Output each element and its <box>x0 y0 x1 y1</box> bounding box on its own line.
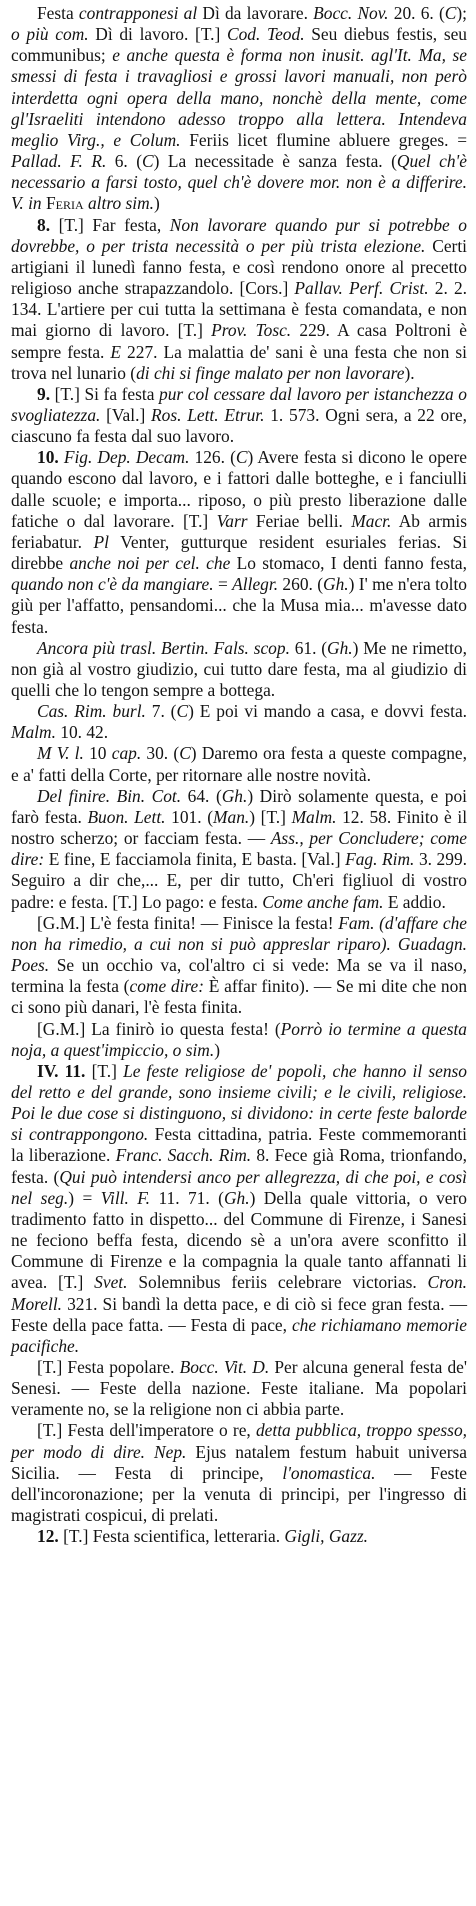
italic-text: Man. <box>213 806 250 827</box>
italic-text: Pallav. Perf. Crist. <box>294 278 429 299</box>
text-run: 227. La malattia de' sani è una festa che non si trova nel lunario ( <box>11 341 467 383</box>
text-run: Lo stomaco, I denti fanno festa, <box>230 553 467 574</box>
text-run: Seu diebus festis, seu communibus; <box>11 24 468 66</box>
text-run: 321. Si bandì la detta pace, e di ciò si fece gran festa. — Feste della pace fatta. — Festa di pace, <box>11 1293 467 1335</box>
text-run: [T.] <box>85 1060 124 1081</box>
text-run: 8. Fece già Roma, trionfando, festa. ( <box>11 1145 467 1187</box>
italic-text: Buon. Lett. <box>87 806 166 827</box>
entry-paragraph <box>11 913 467 1019</box>
text-run: 126. ( <box>189 447 236 468</box>
text-run: ) = <box>68 1187 101 1208</box>
italic-text: Franc. Sacch. Rim. <box>115 1145 252 1166</box>
italic-text: Fam. (d'affare che non ha rimedio, a cui non si può appreslar riparo). Guadagn. Poes. <box>11 912 467 976</box>
text-run: Venter, gutturque resident esuriales ferias. Si direbbe <box>11 531 468 574</box>
italic-text: Del finire. Bin. Cot. <box>37 785 182 806</box>
entry-paragraph <box>11 215 467 384</box>
text-run: ) Della quale vittoria, o vero tradimento fatto in dispetto... del Commune di Firenze, i Sanesi ne feciono beffa festa, dicendo sè a un'ora avere sconfitto il Commune di Firenze e la compagnia la quale tanto affannati li avea. [T.] <box>11 1187 468 1293</box>
text-run: ) Dirò solamente questa, e poi farò festa. <box>11 785 467 827</box>
text-run: Dì di lavoro. [T.] <box>88 24 227 45</box>
text-run: [T.] Far festa, <box>50 214 170 235</box>
italic-text: M V. l. <box>37 743 84 764</box>
entry-paragraph <box>11 701 467 743</box>
italic-text: Qui può intendersi anco per allegrezza, di che poi, e così nel seg. <box>11 1166 468 1208</box>
text-run: 3. 299. Seguiro a dir che,... E, per dir tutto, Ch'eri figliuol di vostro padre: e festa. [T.] Lo pago: e festa. <box>11 849 467 912</box>
text-run: 11. 71. ( <box>150 1187 224 1208</box>
text-run: ) Daremo ora festa a queste compagne, e a' fatti della Corte, per ritornare alle nostre novità. <box>11 743 467 785</box>
italic-text: Ancora più trasl. Bertin. Fals. scop. <box>37 637 290 658</box>
text-run: Dì da lavorare. <box>197 3 314 23</box>
italic-text: Le feste religiose de' popoli, che hanno il senso del retto e del grande, sono insieme civili; e le civili, religiose. Poi le due cose si distinguono, si dividono: in certe feste balorde si contrappongono. <box>11 1060 467 1145</box>
italic-text: anche noi per cel. <box>69 553 200 574</box>
text-run: ) Avere festa si dicono le opere quando escono dal lavoro, e i fattori dalle botteghe, e i fanciulli dalle scuole; e importa... riposo, o più presto liberazione dalle fatiche o dal lavorare. [T.] <box>11 447 467 531</box>
italic-text: C <box>235 447 248 468</box>
text-run: ) I' me n'era tolto giù per l'affatto, pensandomi... che la Musa mia... m'avesse dato festa. <box>11 574 468 637</box>
text-run: 101. ( <box>165 806 214 827</box>
entry-paragraph <box>11 743 467 785</box>
italic-text: Fig. Dep. Decam. <box>63 447 190 468</box>
text-run: 10 <box>83 743 112 764</box>
text-run: Se un occhio va, col'altro ci si vede: Ma se va il naso, termina la festa ( <box>11 955 467 997</box>
italic-text: C <box>444 3 457 23</box>
text-run: E fine, E facciamola finita, E basta. [Val.] <box>44 849 346 870</box>
text-run: Ejus natalem festum habuit universa Sicilia. — Festa di principe, <box>11 1441 467 1483</box>
italic-text: Gh. <box>221 785 248 806</box>
entry-paragraph <box>11 786 467 913</box>
text-run: Feriae belli. <box>247 510 352 531</box>
text-run: 20. 6. ( <box>388 3 445 23</box>
italic-text: che richiamano memorie pacifiche. <box>11 1314 467 1356</box>
text-run: 30. ( <box>141 743 180 764</box>
italic-text: che <box>206 553 231 574</box>
text-run: 229. A casa Poltroni è sempre festa. <box>11 320 468 362</box>
entry-paragraph <box>11 1019 467 1061</box>
italic-text: Cron. Morell. <box>11 1272 467 1314</box>
italic-text: Gigli, Gazz. <box>284 1526 368 1547</box>
text-run: Ab armis feriabatur. <box>11 510 467 552</box>
italic-text: o più com. <box>11 24 89 45</box>
text-run: [T.] Festa popolare. <box>37 1357 180 1377</box>
italic-text: e anche questa è forma non inusit. agl'It. <box>112 45 412 66</box>
text-run: È affar finito). — Se mi dite che non ci sono più danari, l'è festa finita. <box>11 976 468 1018</box>
italic-text: Prov. Tosc. <box>211 320 292 341</box>
italic-text: Fag. Rim. <box>345 849 415 870</box>
entry-paragraph <box>11 384 467 447</box>
italic-text: Bocc. Vit. D. <box>179 1357 270 1377</box>
text-run: ); <box>456 3 467 23</box>
italic-text: Varr <box>216 510 248 531</box>
text-run: ) <box>154 193 160 214</box>
text-run: [G.M.] L'è festa finita! — Finisce la festa! <box>37 912 339 933</box>
italic-text: Bocc. Nov. <box>313 3 389 23</box>
italic-text: E <box>110 341 122 362</box>
text-run: [T.] Festa scientifica, letteraria. <box>58 1526 285 1547</box>
text-run: 12. 58. Finito è il nostro scherzo; or facciam festa. — <box>11 806 468 849</box>
italic-text: Ma, se smessi di festa i travagliosi e grossi lavori manuali, non però interdetta ogni opera della mano, nonchè della mente, come gl'Israeliti intendono adesso troppo alla lettera. Intendeva meglio Virg., e Colum. <box>11 45 467 150</box>
italic-text: Non lavorare quando pur si potrebbe o dovrebbe, o per trista necessità o per più trista elezione. <box>11 214 468 256</box>
entry-paragraph <box>11 1420 467 1526</box>
text-run: — Feste dell'incoronazione; per la venuta di principi, per l'ingresso di magistrati cospicui, di prelati. <box>11 1462 467 1526</box>
italic-text: C <box>179 743 191 764</box>
italic-text: detta pubblica, troppo spesso, per modo di dire. Nep. <box>11 1420 467 1462</box>
text-run: 61. ( <box>289 637 328 658</box>
entry-paragraph <box>11 1357 467 1420</box>
italic-text: Pallad. F. R. <box>11 151 107 172</box>
text-run: Certi artigiani il lunedì fanno festa, e così rendono onore al precetto religioso anche strapazzandolo. [Cors.] <box>11 235 467 299</box>
text-run: ) [T.] <box>249 806 292 827</box>
italic-text: Cod. Teod. <box>226 24 305 45</box>
text-run: ) La necessitade è sanza festa. ( <box>153 151 397 172</box>
entry-paragraph <box>11 1526 467 1547</box>
text-run: Feriis licet flumine abluere greges. = <box>180 129 468 150</box>
italic-text: cap. <box>111 743 142 764</box>
italic-text: Quel ch'è necessario a farsi tosto, quel ch'è dovere mor. non è a differire. V. in <box>11 151 467 214</box>
entry-paragraph <box>11 1061 467 1357</box>
italic-text: pur col cessare dal lavoro per istanchezza o svogliatezza. <box>11 383 468 425</box>
italic-text: C <box>142 151 154 172</box>
italic-text: Gh. <box>223 1187 250 1208</box>
text-run: 6. ( <box>106 151 143 172</box>
italic-text: altro sim. <box>83 193 155 214</box>
sense-number: IV. 11. <box>37 1060 86 1081</box>
text-run: [Val.] <box>100 404 151 425</box>
italic-text: Ass., per Concludere; come dire: <box>11 828 467 870</box>
italic-text: Come anche fam. <box>262 891 384 912</box>
italic-text: Ros. Lett. Etrur. <box>151 404 265 425</box>
text-run: 260. ( <box>278 574 324 595</box>
entry-paragraph <box>11 447 467 637</box>
italic-text: Allegr. <box>232 574 279 595</box>
italic-text: Malm. <box>291 806 337 827</box>
text-run: [T.] Festa dell'imperatore o re, <box>37 1420 256 1441</box>
text-run: Solemnibus feriis celebrare victorias. <box>127 1272 428 1293</box>
italic-text: l'onomastica. <box>282 1462 376 1483</box>
entry-paragraph <box>11 638 467 701</box>
text-run: = <box>213 574 233 595</box>
italic-text: Macr. <box>351 510 392 531</box>
text-run: Feria <box>41 193 84 214</box>
text-run: ). <box>404 362 415 383</box>
italic-text: Gh. <box>323 574 349 595</box>
italic-text: C <box>176 701 189 722</box>
sense-number: 10. <box>37 447 59 468</box>
italic-text: come dire: <box>129 976 205 997</box>
text-run: [G.M.] La finirò io questa festa! ( <box>37 1018 281 1039</box>
entry-paragraph <box>11 3 467 215</box>
italic-text: quando non c'è da mangiare. <box>11 574 214 595</box>
italic-text: Vill. F. <box>100 1187 151 1208</box>
text-run: 7. ( <box>145 701 177 722</box>
text-run: Festa <box>37 3 79 23</box>
text-run: 64. ( <box>181 785 222 806</box>
italic-text: Gh. <box>327 637 353 658</box>
sense-number: 9. <box>37 383 51 404</box>
italic-text: di chi si finge malato per non lavorare <box>136 362 405 383</box>
text-run: 2. 2. 134. L'artiere per cui tutta la settimana è festa comandata, e non mai giorno di lavoro. [T.] <box>11 278 467 341</box>
text-run: 1. 573. Ogni sera, a 22 ore, ciascuno fa festa dal suo lavoro. <box>11 404 467 447</box>
italic-text: Svet. <box>94 1272 128 1293</box>
text-run: [T.] Si fa festa <box>50 383 160 404</box>
sense-number: 12. <box>37 1526 59 1547</box>
text-run: E addio. <box>383 891 446 912</box>
italic-text: Porrò io termine a questa noja, a quest'impiccio, o sim. <box>11 1018 467 1060</box>
text-run: 10. 42. <box>55 722 109 743</box>
text-run: ) <box>214 1039 221 1060</box>
italic-text: Pl <box>93 531 109 552</box>
text-run: Per alcuna general festa de' Senesi. — Feste della nazione. Feste italiane. Ma popolari veramente no, se la religione non ci abbia parte. <box>11 1357 467 1420</box>
italic-text: Cas. Rim. burl. <box>37 701 146 722</box>
italic-text: contrapponesi al <box>78 3 198 23</box>
text-run: Festa cittadina, patria. Feste commemoranti la liberazione. <box>11 1124 468 1166</box>
text-run: ) E poi vi mando a casa, e dovvi festa. <box>188 701 468 722</box>
italic-text: Malm. <box>11 722 56 743</box>
sense-number: 8. <box>37 214 51 235</box>
text-run: ) Me ne rimetto, non già al vostro giudizio, cui tutto dare festa, ma al giudizio di quelli che lo tengon sempre a bottega. <box>11 637 467 700</box>
